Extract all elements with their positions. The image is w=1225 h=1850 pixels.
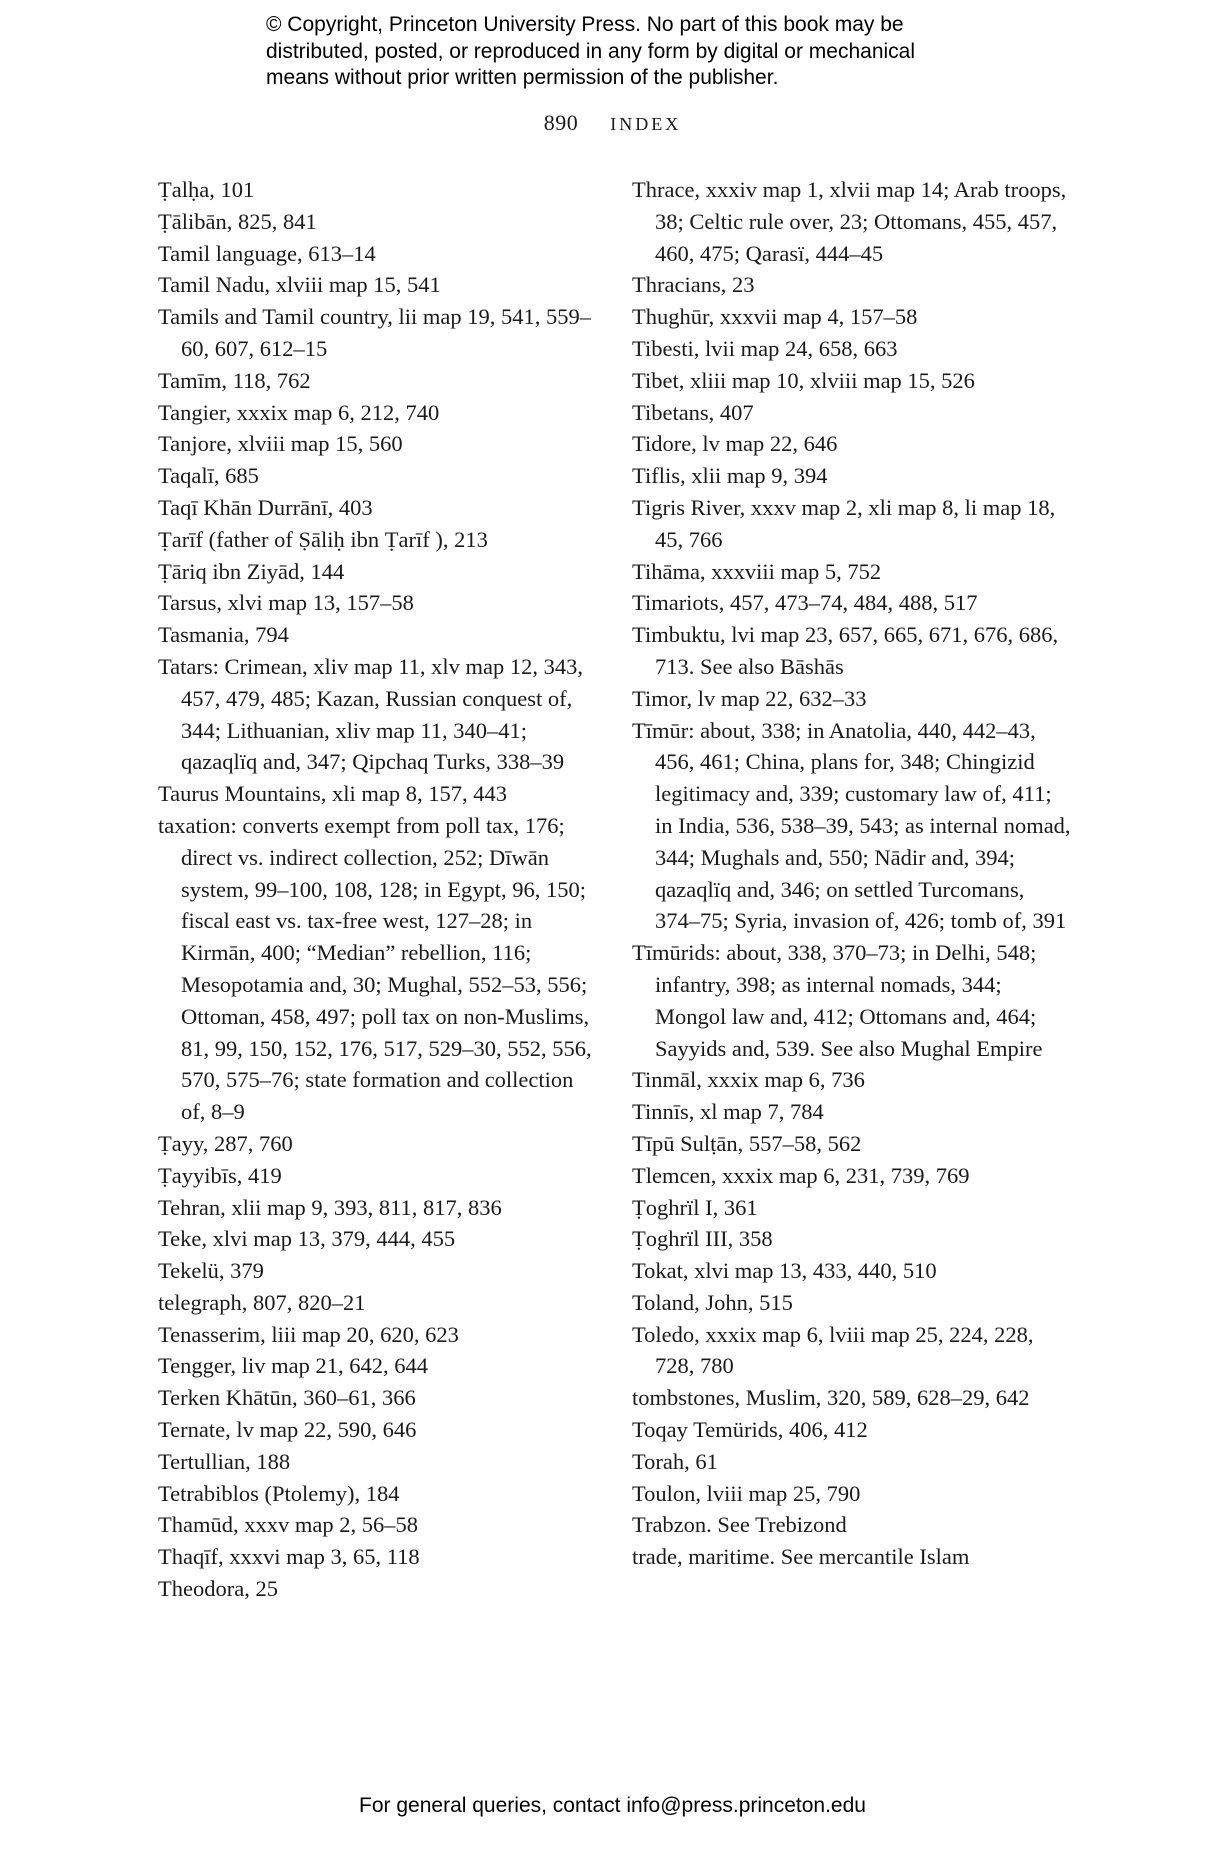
index-entry: Tīpū Sulṭān, 557–58, 562: [632, 1130, 862, 1156]
index-entry: Ternate, lv map 22, 590, 646: [158, 1417, 417, 1443]
index-entry: Tigris River, xxxv map 2, xli map 8, li map 18, 45, 766: [632, 494, 1056, 552]
index-entry: Taqī Khān Durrānī, 403: [158, 494, 373, 520]
index-entry: Thracians, 23: [632, 272, 755, 298]
index-entry: Taurus Mountains, xli map 8, 157, 443: [158, 781, 508, 807]
index-entry: Timbuktu, lvi map 23, 657, 665, 671, 676, 686, 713. See also Bāshās: [632, 622, 1059, 679]
copyright-line: © Copyright, Princeton University Press. No part of this book may be: [266, 13, 904, 36]
page-title: INDEX: [610, 114, 682, 134]
index-entry: Timor, lv map 22, 632–33: [632, 685, 867, 711]
index-entry: Timariots, 457, 473–74, 484, 488, 517: [632, 590, 978, 616]
index-entry: Tenasserim, liii map 20, 620, 623: [158, 1321, 459, 1347]
index-entry: Tīmūrids: about, 338, 370–73; in Delhi, 548; infantry, 398; as internal nomads, 344; Mongol law and, 412; Ottomans and, 464; Sayyids and, 539. See also Mughal Empire: [632, 940, 1043, 1061]
index-entry: Tibesti, lvii map 24, 658, 663: [632, 335, 898, 361]
index-entry: taxation: converts exempt from poll tax, 176; direct vs. indirect collection, 252; Dīwān system, 99–100, 108, 128; in Egypt, 96, 150; fiscal east vs. tax-free west, 127–28; in Kirmān, 400; “Median” rebellion, 116; Mesopotamia and, 30; Mughal, 552–53, 556; Ottoman, 458, 497; poll tax on non-Muslims, 81, 99, 150, 152, 176, 517, 529–30, 552, 556, 570, 575–76; state formation and collection of, 8–9: [158, 812, 592, 1125]
index-entry: Ṭālibān, 825, 841: [158, 208, 317, 234]
index-entry: Terken Khātūn, 360–61, 366: [158, 1385, 416, 1411]
index-entry: tombstones, Muslim, 320, 589, 628–29, 642: [632, 1385, 1030, 1411]
copyright-notice: [266, 12, 1026, 92]
index-entry: Tokat, xlvi map 13, 433, 440, 510: [632, 1258, 937, 1284]
index-entry: Tlemcen, xxxix map 6, 231, 739, 769: [632, 1162, 970, 1188]
index-entry: Thughūr, xxxvii map 4, 157–58: [632, 304, 918, 330]
index-entry: Tertullian, 188: [158, 1448, 291, 1474]
index-entry: Tihāma, xxxviii map 5, 752: [632, 558, 882, 584]
index-entry: Tasmania, 794: [158, 622, 289, 648]
index-entry: Tarsus, xlvi map 13, 157–58: [158, 590, 414, 616]
index-entry: Tatars: Crimean, xliv map 11, xlv map 12, 343, 457, 479, 485; Kazan, Russian conquest of, 344; Lithuanian, xliv map 11, 340–41; qazaqlïq and, 347; Qipchaq Turks, 338–39: [158, 653, 584, 775]
index-entry: telegraph, 807, 820–21: [158, 1289, 366, 1315]
index-entry: Tehran, xlii map 9, 393, 811, 817, 836: [158, 1194, 502, 1220]
index-column-right: [632, 174, 1072, 1573]
index-entry: Teke, xlvi map 13, 379, 444, 455: [158, 1226, 456, 1252]
index-entry: Tamil Nadu, xlviii map 15, 541: [158, 272, 441, 298]
index-entry: Tangier, xxxix map 6, 212, 740: [158, 399, 440, 425]
footer-contact: For general queries, contact info@press.princeton.edu: [359, 1794, 866, 1817]
index-entry: Trabzon. See Trebizond: [632, 1512, 847, 1538]
index-entry: Tibetans, 407: [632, 399, 754, 425]
index-entry: Tetrabiblos (Ptolemy), 184: [158, 1480, 400, 1506]
index-entry: Ṭayy, 287, 760: [158, 1130, 293, 1156]
index-entry: Tamil language, 613–14: [158, 240, 376, 266]
index-entry: Thaqīf, xxxvi map 3, 65, 118: [158, 1544, 420, 1570]
index-entry: Toledo, xxxix map 6, lviii map 25, 224, 228, 728, 780: [632, 1321, 1034, 1379]
index-entry: Thamūd, xxxv map 2, 56–58: [158, 1512, 418, 1538]
index-entry: Ṭoghrïl III, 358: [632, 1226, 773, 1252]
copyright-line: means without prior written permission of the publisher.: [266, 66, 779, 89]
index-entry: Tiflis, xlii map 9, 394: [632, 463, 828, 489]
index-entry: Tinnīs, xl map 7, 784: [632, 1099, 824, 1125]
index-entry: Tanjore, xlviii map 15, 560: [158, 431, 403, 457]
index-entry: Toqay Temürids, 406, 412: [632, 1417, 868, 1443]
index-entry: Tamils and Tamil country, lii map 19, 541, 559–60, 607, 612–15: [158, 304, 592, 361]
index-entry: Torah, 61: [632, 1448, 718, 1474]
index-entry: Toulon, lviii map 25, 790: [632, 1480, 861, 1506]
index-entry: Theodora, 25: [158, 1576, 278, 1602]
index-entry: Tengger, liv map 21, 642, 644: [158, 1353, 428, 1379]
index-entry: Tīmūr: about, 338; in Anatolia, 440, 442–43, 456, 461; China, plans for, 348; Chingizid legitimacy and, 339; customary law of, 411; in India, 536, 538–39, 543; as internal nomad, 344; Mughals and, 550; Nādir and, 394; qazaqlïq and, 346; on settled Turcomans, 374–75; Syria, invasion of, 426; tomb of, 391: [632, 717, 1071, 934]
running-head: [0, 110, 1225, 136]
index-entry: Ṭarīf (father of Ṣāliḥ ibn Ṭarīf ), 213: [158, 526, 488, 552]
index-entry: Tidore, lv map 22, 646: [632, 431, 838, 457]
index-entry: Toland, John, 515: [632, 1289, 793, 1315]
index-entry: Taqalī, 685: [158, 463, 259, 489]
copyright-line: distributed, posted, or reproduced in any form by digital or mechanical: [266, 39, 916, 63]
index-entry: Ṭayyibīs, 419: [158, 1162, 282, 1188]
index-entry: Tekelü, 379: [158, 1258, 264, 1284]
index-entry: trade, maritime. See mercantile Islam: [632, 1544, 970, 1570]
index-entry: Tamīm, 118, 762: [158, 367, 311, 393]
index-entry: Ṭāriq ibn Ziyād, 144: [158, 558, 345, 584]
index-entry: Tinmāl, xxxix map 6, 736: [632, 1067, 865, 1093]
page-number: 890: [543, 110, 579, 135]
index-entry: Tibet, xliii map 10, xlviii map 15, 526: [632, 367, 975, 393]
index-entry: Thrace, xxxiv map 1, xlvii map 14; Arab troops, 38; Celtic rule over, 23; Ottomans, 455, 457, 460, 475; Qarasï, 444–45: [632, 177, 1067, 266]
index-entry: Ṭoghrïl I, 361: [632, 1194, 758, 1220]
index-column-left: [158, 174, 598, 1605]
index-entry: Ṭalḥa, 101: [158, 177, 255, 202]
